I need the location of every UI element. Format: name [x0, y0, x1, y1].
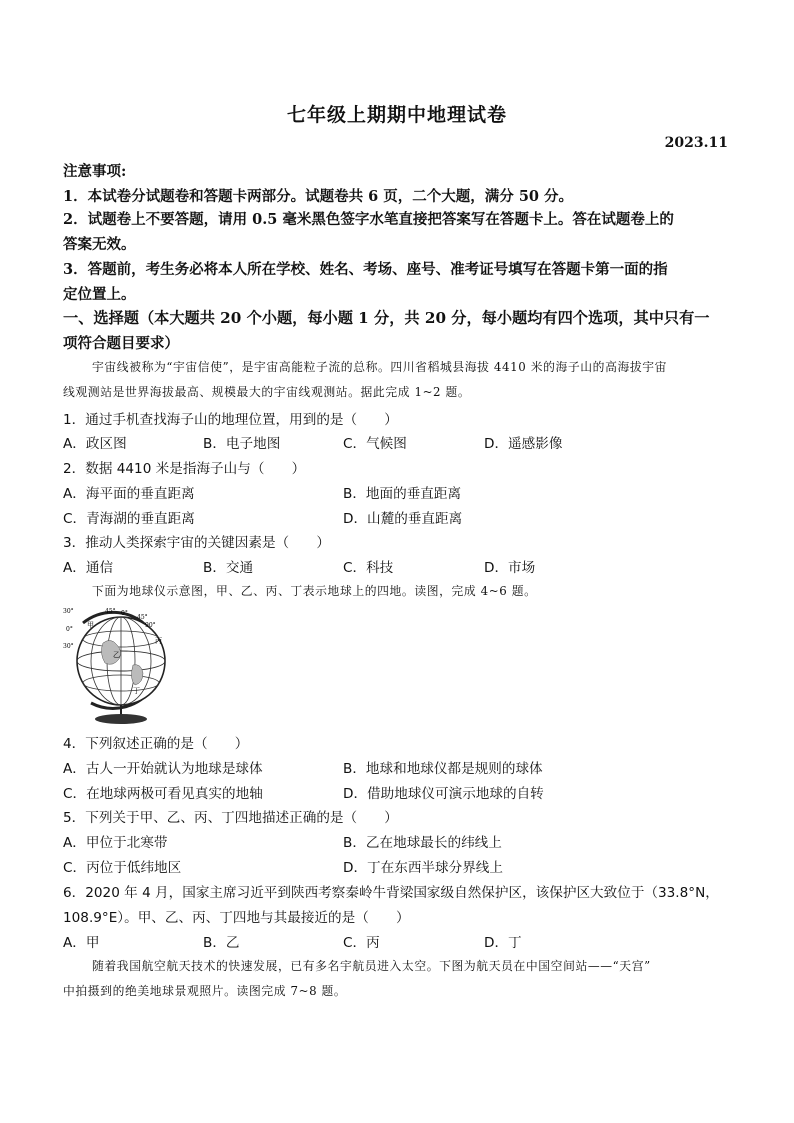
- globe-label-ding: 丁: [133, 687, 140, 695]
- question-5-option-b: B．乙在地球最长的纬线上: [343, 835, 502, 851]
- question-6-option-a: A．甲: [63, 935, 100, 951]
- passage-1-line-2: 线观测站是世界海拔最高、规模最大的宇宙线观测站。据此完成 1~2 题。: [63, 385, 471, 399]
- question-4-option-c: C．在地球两极可看见真实的地轴: [63, 786, 263, 802]
- section-heading-cont: 项符合题目要求）: [63, 335, 179, 352]
- question-4-option-a: A．古人一开始就认为地球是球体: [63, 761, 263, 777]
- question-1-option-c: C．气候图: [343, 436, 407, 452]
- globe-label-yi: 乙: [113, 651, 120, 659]
- globe-label-lon45: 45°: [105, 608, 116, 615]
- globe-label-lon0: 0°: [121, 610, 128, 617]
- question-4-stem: 4．下列叙述正确的是（ ）: [63, 736, 249, 752]
- passage-2-line-1: 下面为地球仪示意图，甲、乙、丙、丁表示地球上的四地。读图，完成 4~6 题。: [92, 584, 537, 598]
- passage-3-line-1: 随着我国航空航天技术的快速发展，已有多名宇航员进入太空。下图为航天员在中国空间站——“天宫”: [92, 959, 651, 973]
- question-5-option-c: C．丙位于低纬地区: [63, 860, 182, 876]
- question-6-stem: 6．2020 年 4 月，国家主席习近平到陕西考察秦岭牛背梁国家级自然保护区，该保护区大致位于（33.8°N，: [63, 885, 719, 901]
- question-4-option-d: D．借助地球仪可演示地球的自转: [343, 786, 544, 802]
- note-item-2: 2．试题卷上不要答题，请用 0.5 毫米黑色签字水笔直接把答案写在答题卡上。答在试题卷上的: [63, 211, 674, 228]
- question-6-option-b: B．乙: [203, 935, 240, 951]
- question-1-option-b: B．电子地图: [203, 436, 281, 452]
- question-2-stem: 2．数据 4410 米是指海子山与（ ）: [63, 461, 306, 477]
- question-6-option-c: C．丙: [343, 935, 380, 951]
- question-6-option-d: D．丁: [484, 935, 522, 951]
- note-item-2-cont: 答案无效。: [63, 236, 136, 253]
- question-1-stem: 1．通过手机查找海子山的地理位置，用到的是（ ）: [63, 412, 398, 428]
- question-5-stem: 5．下列关于甲、乙、丙、丁四地描述正确的是（ ）: [63, 810, 398, 826]
- question-3-option-b: B．交通: [203, 560, 254, 576]
- notes-heading: 注意事项:: [63, 163, 127, 180]
- globe-label-lon90: 90°: [145, 622, 156, 629]
- question-2-option-a: A．海平面的垂直距离: [63, 486, 195, 502]
- question-2-option-b: B．地面的垂直距离: [343, 486, 462, 502]
- question-1-option-d: D．遥感影像: [484, 436, 563, 452]
- question-3-option-a: A．通信: [63, 560, 114, 576]
- question-5-option-d: D．丁在东西半球分界线上: [343, 860, 503, 876]
- question-3-option-c: C．科技: [343, 560, 394, 576]
- note-item-3: 3．答题前，考生务必将本人所在学校、姓名、考场、座号、准考证号填写在答题卡第一面的指: [63, 261, 668, 278]
- question-4-option-b: B．地球和地球仪都是规则的球体: [343, 761, 543, 777]
- globe-label-lat0: 0°: [66, 626, 73, 633]
- question-2-option-d: D．山麓的垂直距离: [343, 511, 463, 527]
- question-3-stem: 3．推动人类探索宇宙的关键因素是（ ）: [63, 535, 330, 551]
- globe-label-jia: 甲: [87, 621, 94, 629]
- globe-label-lat30-bottom: 30°: [63, 643, 74, 650]
- globe-figure: [63, 603, 183, 728]
- question-2-option-c: C．青海湖的垂直距离: [63, 511, 195, 527]
- note-item-3-cont: 定位置上。: [63, 286, 136, 303]
- question-3-option-d: D．市场: [484, 560, 536, 576]
- globe-label-lat30-top: 30°: [63, 608, 74, 615]
- question-6-stem-cont: 108.9°E）。甲、乙、丙、丁四地与其最接近的是（ ）: [63, 910, 410, 926]
- question-5-option-a: A．甲位于北寒带: [63, 835, 168, 851]
- globe-label-lon45b: 45°: [137, 614, 148, 621]
- exam-date: 2023.11: [664, 135, 728, 151]
- exam-title: 七年级上期期中地理试卷: [286, 104, 507, 126]
- note-item-1: 1．本试卷分试题卷和答题卡两部分。试题卷共 6 页，二个大题，满分 50 分。: [63, 188, 574, 205]
- passage-1-line-1: 宇宙线被称为“宇宙信使”，是宇宙高能粒子流的总称。四川省稻城县海拔 4410 米的海子山的高海拔宇宙: [92, 360, 668, 374]
- passage-3-line-2: 中拍摄到的绝美地球景观照片。读图完成 7~8 题。: [63, 984, 347, 998]
- section-heading: 一、选择题（本大题共 20 个小题，每小题 1 分，共 20 分，每小题均有四个选项，其中只有一: [63, 309, 710, 327]
- question-1-option-a: A．政区图: [63, 436, 127, 452]
- globe-label-bing: 丙: [155, 637, 162, 645]
